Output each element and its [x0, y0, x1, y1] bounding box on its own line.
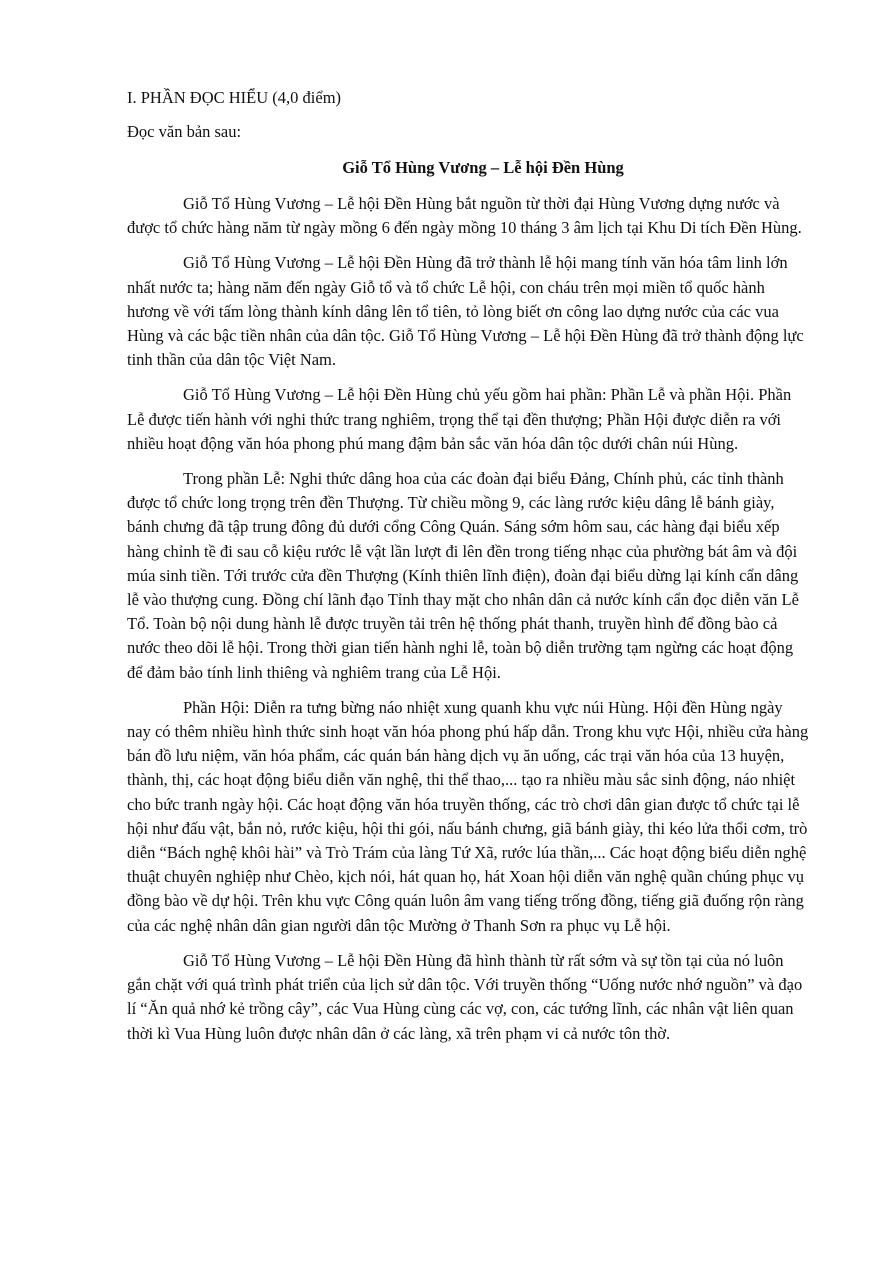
paragraph-5: Phần Hội: Diễn ra tưng bừng náo nhiệt xung quanh khu vực núi Hùng. Hội đền Hùng ngày nay có thêm nhiều hình thức sinh hoạt văn hóa phong phú hấp dẫn. Trong khu vực Hội, nhiều cửa hàng bán đồ lưu niệm, văn hóa phẩm, các quán bán hàng dịch vụ ăn uống, các trại văn hóa của 13 huyện, thành, thị, các hoạt động biểu diễn văn nghệ, thi thể thao,... tạo ra nhiều màu sắc sinh động, náo nhiệt cho bức tranh ngày hội. Các hoạt động văn hóa truyền thống, các trò chơi dân gian được tổ chức tại lễ hội như đấu vật, bắn nỏ, rước kiệu, hội thi gói, nấu bánh chưng, giã bánh giày, thi kéo lửa thổi cơm, trò diễn “Bách nghệ khôi hài” và Trò Trám của làng Tứ Xã, rước lúa thần,... Các hoạt động biểu diễn nghệ thuật chuyên nghiệp như Chèo, kịch nói, hát quan họ, hát Xoan hội diễn văn nghệ quần chúng phục vụ đồng bào về dự hội. Trên khu vực Công quán luôn âm vang tiếng trống đồng, tiếng giã đuống rộn ràng của các nghệ nhân dân gian người dân tộc Mường ở Thanh Sơn ra phục vụ Lễ hội.: [127, 697, 809, 935]
instruction-text: Đọc văn bản sau:: [127, 122, 242, 141]
paragraph-3: Giỗ Tổ Hùng Vương – Lễ hội Đền Hùng chủ yếu gồm hai phần: Phần Lễ và phần Hội. Phần Lễ được tiến hành với nghi thức trang nghiêm, trọng thể tại đền thượng; Phần Hội được diễn ra với nhiều hoạt động văn hóa phong phú mang đậm bản sắc văn hóa dân tộc dưới chân núi Hùng.: [127, 385, 792, 453]
passage-title: Giỗ Tổ Hùng Vương – Lễ hội Đền Hùng: [342, 158, 624, 177]
paragraph-6: Giỗ Tổ Hùng Vương – Lễ hội Đền Hùng đã hình thành từ rất sớm và sự tồn tại của nó luôn gắn chặt với quá trình phát triển của lịch sử dân tộc. Với truyền thống “Uống nước nhớ nguồn” và đạo lí “Ăn quả nhớ kẻ trồng cây”, các Vua Hùng cùng các vợ, con, các tướng lĩnh, các nhân vật liên quan thời kì Vua Hùng luôn được nhân dân ở các làng, xã trên phạm vi cả nước tôn thờ.: [127, 950, 803, 1043]
paragraph-4: Trong phần Lễ: Nghi thức dâng hoa của các đoàn đại biểu Đảng, Chính phủ, các tỉnh thành được tổ chức long trọng trên đền Thượng. Từ chiều mồng 9, các làng rước kiệu dâng lễ bánh giày, bánh chưng đã tập trung đông đủ dưới cổng Công Quán. Sáng sớm hôm sau, các hàng đại biểu xếp hàng chỉnh tề đi sau cỗ kiệu rước lễ vật lần lượt đi lên đền trong tiếng nhạc của phường bát âm và đội múa sinh tiền. Tới trước cửa đền Thượng (Kính thiên lĩnh điện), đoàn đại biểu dừng lại kính cẩn dâng lễ vào thượng cung. Đồng chí lãnh đạo Tỉnh thay mặt cho nhân dân cả nước kính cẩn đọc diễn văn Lễ Tổ. Toàn bộ nội dung hành lễ được truyền tải trên hệ thống phát thanh, truyền hình để đồng bào cả nước theo dõi lễ hội. Trong thời gian tiến hành nghi lễ, toàn bộ diễn trường tạm ngừng các hoạt động để đảm bảo tính linh thiêng và nghiêm trang của Lễ Hội.: [127, 469, 799, 682]
section-heading: I. PHẦN ĐỌC HIỂU (4,0 điểm): [127, 88, 342, 107]
paragraph-1: Giỗ Tổ Hùng Vương – Lễ hội Đền Hùng bắt nguồn từ thời đại Hùng Vương dựng nước và được tổ chức hàng năm từ ngày mồng 6 đến ngày mồng 10 tháng 3 âm lịch tại Khu Di tích Đền Hùng.: [127, 194, 802, 238]
paragraph-2: Giỗ Tổ Hùng Vương – Lễ hội Đền Hùng đã trở thành lễ hội mang tính văn hóa tâm linh lớn nhất nước ta; hàng năm đến ngày Giỗ tổ và tổ chức Lễ hội, con cháu trên mọi miền tổ quốc hành hương về với tấm lòng thành kính dâng lên tổ tiên, tỏ lòng biết ơn công lao dựng nước của các vua Hùng và các bậc tiền nhân của dân tộc. Giỗ Tổ Hùng Vương – Lễ hội Đền Hùng đã trở thành động lực tinh thần của dân tộc Việt Nam.: [127, 253, 804, 370]
